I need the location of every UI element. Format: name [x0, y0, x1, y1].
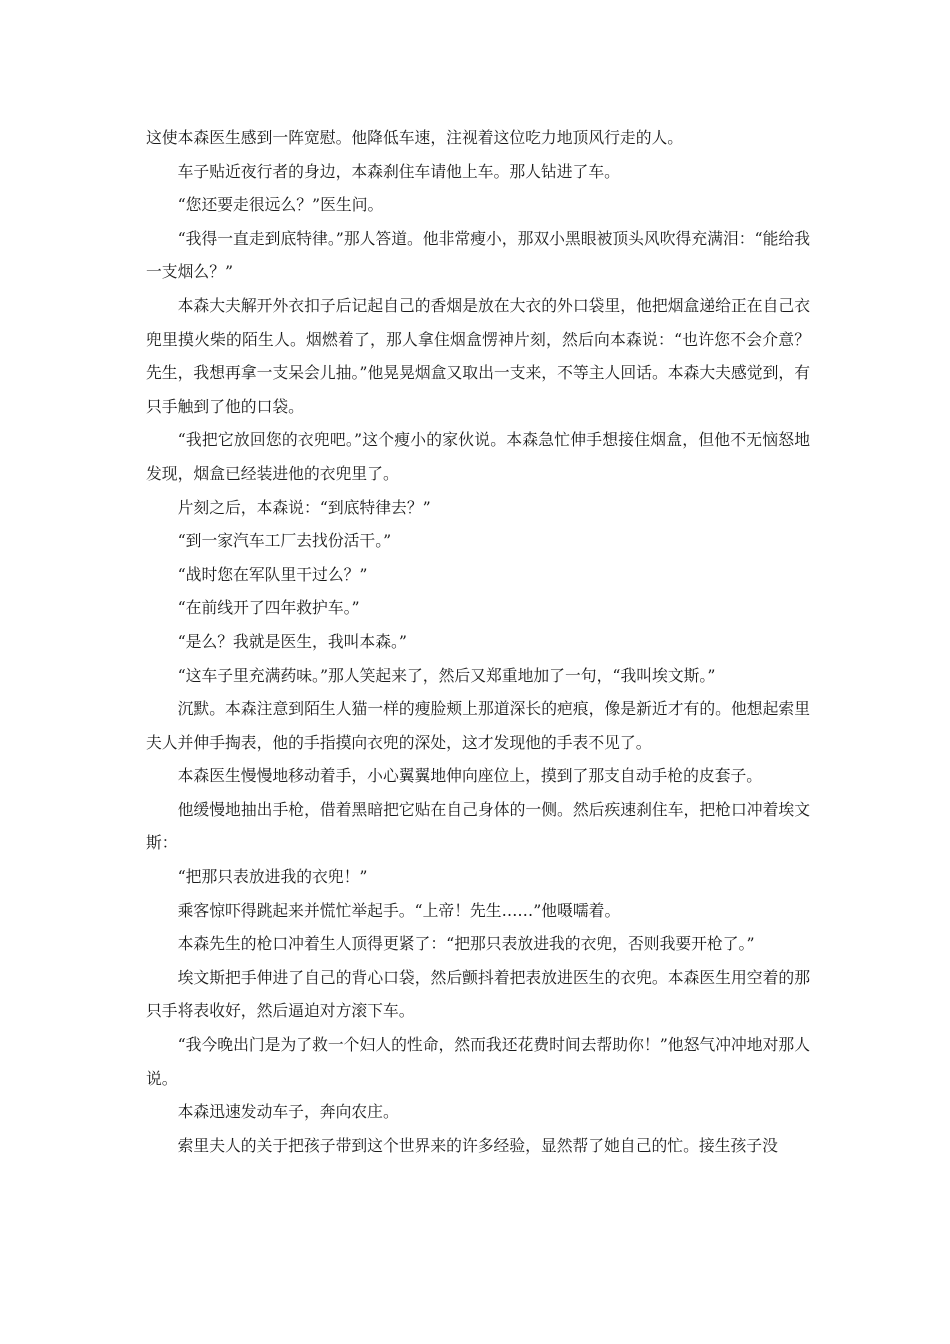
- paragraph-7: 片刻之后，本森说：“到底特律去？”: [177, 497, 431, 517]
- paragraph-15: 他缓慢地抽出手枪，借着黑暗把它贴在自己身体的一侧。然后疾速刹住车，把枪口冲着埃文斯：: [146, 799, 810, 853]
- paragraph-3: “您还要走很远么？”医生问。: [177, 195, 384, 215]
- paragraph-1: 这使本森医生感到一阵宽慰。他降低车速，注视着这位吃力地顶风行走的人。: [146, 128, 684, 147]
- document-page: [146, 121, 810, 1162]
- paragraph-14: 本森医生慢慢地移动着手，小心翼翼地伸向座位上，摸到了那支自动手枪的皮套子。: [177, 766, 763, 786]
- paragraph-8: “到一家汽车工厂去找份活干。”: [177, 531, 392, 551]
- paragraph-19: 埃文斯把手伸进了自己的背心口袋，然后颤抖着把表放进医生的衣兜。本森医生用空着的那只手将表收好，然后逼迫对方滚下车。: [146, 967, 810, 1021]
- paragraph-21: 本森迅速发动车子，奔向农庄。: [177, 1102, 399, 1122]
- paragraph-20: “我今晚出门是为了救一个妇人的性命，然而我还花费时间去帮助你！”他怒气冲冲地对那人说。: [146, 1035, 810, 1088]
- paragraph-17: 乘客惊吓得跳起来并慌忙举起手。“上帝！先生……”他嗫嚅着。: [177, 900, 621, 920]
- paragraph-9: “战时您在军队里干过么？”: [177, 564, 368, 584]
- paragraph-22: 索里夫人的关于把孩子带到这个世界来的许多经验，显然帮了她自己的忙。接生孩子没: [177, 1135, 778, 1155]
- paragraph-18: 本森先生的枪口冲着生人顶得更紧了：“把那只表放进我的衣兜，否则我要开枪了。”: [177, 934, 755, 954]
- paragraph-12: “这车子里充满药味。”那人笑起来了，然后又郑重地加了一句，“我叫埃文斯。”: [177, 665, 716, 685]
- paragraph-6: “我把它放回您的衣兜吧。”这个瘦小的家伙说。本森急忙伸手想接住烟盒，但他不无恼怒地发现，烟盒已经装进他的衣兜里了。: [146, 430, 810, 483]
- paragraph-16: “把那只表放进我的衣兜！”: [177, 867, 368, 887]
- paragraph-10: “在前线开了四年救护车。”: [177, 598, 360, 618]
- paragraph-4: “我得一直走到底特律。”那人答道。他非常瘦小，那双小黑眼被顶头风吹得充满泪：“能给我一支烟么？”: [146, 228, 811, 282]
- paragraph-5: 本森大夫解开外衣扣子后记起自己的香烟是放在大衣的外口袋里，他把烟盒递给正在自己衣兜里摸火柴的陌生人。烟燃着了，那人拿住烟盒愣神片刻，然后向本森说：“也许您不会介意？先生，我想再拿一支呆会儿抽。”他晃晃烟盒又取出一支来，不等主人回话。本森大夫感觉到，有只手触到了他的口袋。: [146, 295, 810, 416]
- paragraph-13: 沉默。本森注意到陌生人猫一样的瘦脸颊上那道深长的疤痕，像是新近才有的。他想起索里夫人并伸手掏表，他的手指摸向衣兜的深处，这才发现他的手表不见了。: [146, 699, 810, 752]
- paragraph-11: “是么？我就是医生，我叫本森。”: [177, 631, 408, 651]
- paragraph-2: 车子贴近夜行者的身边，本森刹住车请他上车。那人钻进了车。: [177, 161, 620, 181]
